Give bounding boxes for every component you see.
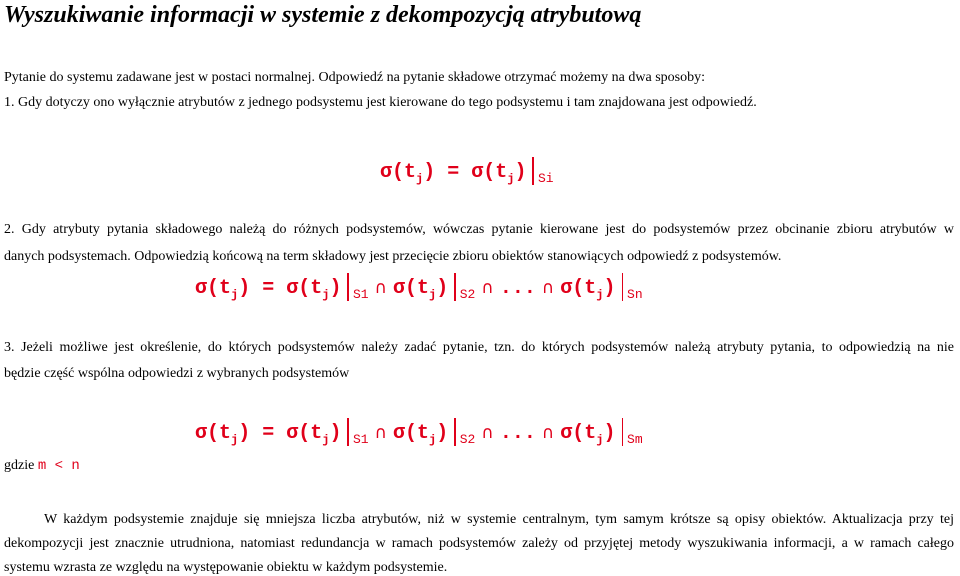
intersection-symbol: ∩: [541, 423, 555, 443]
formula-3-last: σ(t: [560, 422, 597, 445]
formula-3-sub-j4: j: [596, 433, 604, 447]
restriction-bar: [454, 273, 456, 301]
formula-3-s1: S1: [352, 432, 369, 447]
restriction-bar: [347, 418, 349, 446]
formula-3-sm: Sm: [627, 432, 643, 447]
intersection-symbol: ∩: [374, 278, 388, 298]
formula-3-close-2: ): [436, 422, 449, 445]
page-title: Wyszukiwanie informacji w systemie z dekompozycją atrybutową: [4, 2, 642, 28]
intersection-symbol: ∩: [481, 278, 494, 298]
formula-2-close-3: ): [603, 277, 616, 300]
formula-2-close-2: ): [436, 277, 449, 300]
intro-paragraph: Pytanie do systemu zadawane jest w postaci normalnej. Odpowiedź na pytanie składowe otrzymać możemy na dwa sposoby:: [4, 70, 705, 85]
intersection-symbol: ∩: [481, 423, 494, 443]
restriction-bar: [622, 418, 624, 446]
formula-1-sub-j2: j: [507, 172, 515, 186]
formula-1-sub-j: j: [416, 172, 424, 186]
formula-3-lhs: σ(t: [195, 422, 232, 445]
formula-1-close: ): [514, 161, 527, 184]
intersection-symbol: ∩: [374, 423, 388, 443]
formula-2-sub-j: j: [231, 288, 239, 302]
formula-1-sigma: σ(t: [380, 161, 417, 184]
restriction-bar: [454, 418, 456, 446]
formula-3-eq: ) = σ(t: [238, 422, 323, 445]
formula-3-close: ): [329, 422, 342, 445]
formula-2-s1: S1: [352, 287, 369, 302]
final-line-2: dekompozycji jest znacznie utrudniona, natomiast redundancja w ramach podsystemów zależy od przyjętej metody wyszukiwania informacji, a w ramach całego: [4, 536, 954, 551]
formula-3-s2: S2: [459, 432, 476, 447]
formula-1: [380, 157, 554, 185]
formula-2-eq: ) = σ(t: [238, 277, 323, 300]
restriction-bar: [532, 157, 534, 185]
formula-2-s2: S2: [459, 287, 476, 302]
formula-1-eq: ) = σ(t: [423, 161, 508, 184]
formula-3-sub-j3: j: [429, 433, 437, 447]
formula-2-sub-j4: j: [596, 288, 604, 302]
gdzie-label: gdzie: [4, 458, 35, 473]
final-line-1: W każdym podsystemie znajduje się mniejsza liczba atrybutów, niż w systemie centralnym, tym samym krótsze są opisy obiektów. Aktualizacja przy tej: [44, 512, 954, 527]
formula-3-close-3: ): [603, 422, 616, 445]
formula-2-sub-j3: j: [429, 288, 437, 302]
formula-2-last: σ(t: [560, 277, 597, 300]
item-2-line-1: 2. Gdy atrybuty pytania składowego należą do różnych podsystemów, wówczas pytanie kierowane jest do podsystemów przez obcinanie zbioru atrybutów w: [4, 222, 954, 237]
formula-2-close: ): [329, 277, 342, 300]
intersection-symbol: ∩: [541, 278, 555, 298]
restriction-bar: [347, 273, 349, 301]
item-2-line-2: danych podsystemach. Odpowiedzią końcową na term składowy jest przecięcie zbioru obiektów stanowiących odpowiedź z podsystemów.: [4, 249, 782, 264]
formula-2-dots: ...: [499, 277, 536, 300]
formula-1-subsystem: Si: [537, 171, 554, 186]
formula-2-sub-j2: j: [322, 288, 330, 302]
formula-2-sn: Sn: [627, 287, 643, 302]
gdzie-line: [4, 458, 80, 474]
formula-3: [195, 418, 643, 446]
formula-2-mid: σ(t: [393, 277, 430, 300]
formula-3-sub-j: j: [231, 433, 239, 447]
gdzie-condition: m < n: [37, 458, 80, 474]
formula-3-sub-j2: j: [322, 433, 330, 447]
formula-3-dots: ...: [499, 422, 536, 445]
item-3-line-2: będzie część wspólna odpowiedzi z wybranych podsystemów: [4, 366, 350, 381]
restriction-bar: [622, 273, 624, 301]
item-1: 1. Gdy dotyczy ono wyłącznie atrybutów z jednego podsystemu jest kierowane do tego podsystemu i tam znajdowana jest odpowiedź.: [4, 95, 757, 110]
formula-2-lhs: σ(t: [195, 277, 232, 300]
item-3-line-1: 3. Jeżeli możliwe jest określenie, do których podsystemów należy zadać pytanie, tzn. do których podsystemów należą atrybuty pytania, to odpowiedzią na nie: [4, 340, 954, 355]
formula-3-mid: σ(t: [393, 422, 430, 445]
final-line-3: systemu wzrasta ze względu na występowanie obiektu w każdym podsystemie.: [4, 560, 448, 575]
formula-2: [195, 273, 643, 301]
